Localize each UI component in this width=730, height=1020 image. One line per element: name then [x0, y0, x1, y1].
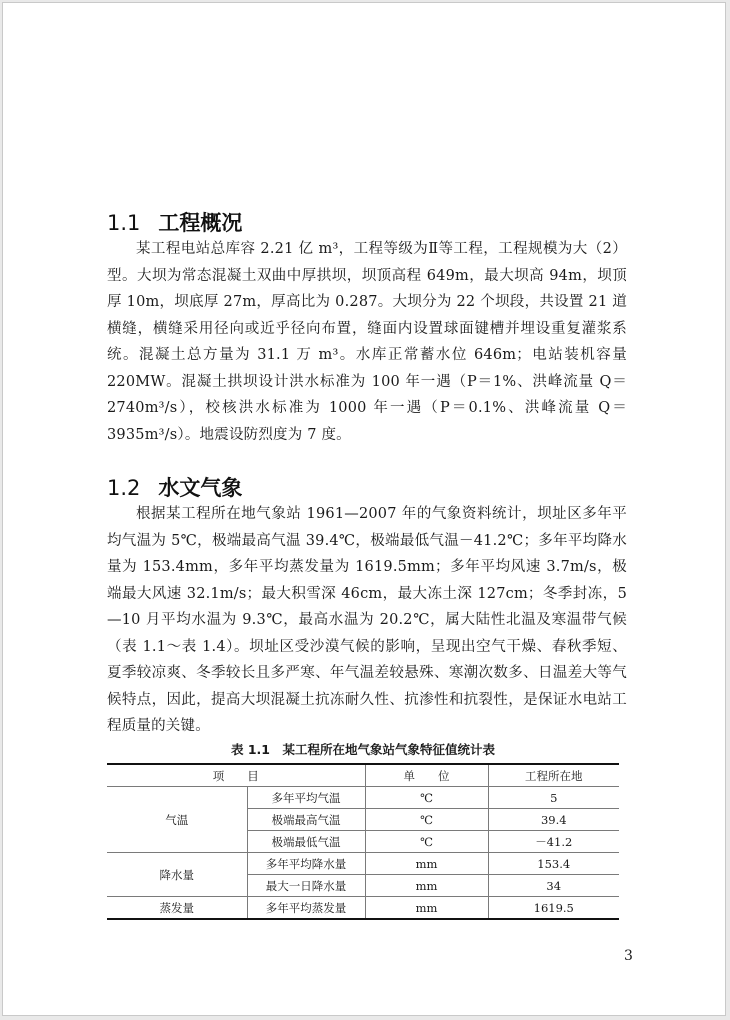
row-item: 极端最高气温: [247, 809, 365, 831]
climate-statistics-table: [107, 763, 619, 920]
row-unit: mm: [365, 853, 488, 875]
row-unit: mm: [365, 897, 488, 920]
section-number: 1.1: [107, 211, 141, 235]
row-item: 多年平均蒸发量: [247, 897, 365, 920]
row-item: 最大一日降水量: [247, 875, 365, 897]
section-number: 1.2: [107, 476, 141, 500]
group-temperature: 气温: [107, 787, 247, 853]
paragraph-text: 某工程电站总库容 2.21 亿 m³，工程等级为Ⅱ等工程，工程规模为大（2）型。大坝为常态混凝土双曲中厚拱坝，坝顶高程 649m，最大坝高 94m，坝顶厚 10m，坝底厚 27m，厚高比为 0.287。大坝分为 22 个坝段，共设置 21 道横缝，横缝采用径向或近乎径向布置，缝面内设置球面键槽并埋设重复灌浆系统。混凝土总方量为 31.1 万 m³。水库正常蓄水位 646m；电站装机容量 220MW。混凝土拱坝设计洪水标准为 100 年一遇（P＝1%、洪峰流量 Q＝2740m³/s），校核洪水标准为 1000 年一遇（P＝0.1%、洪峰流量 Q＝3935m³/s）。地震设防烈度为 7 度。: [107, 241, 627, 443]
row-unit: mm: [365, 875, 488, 897]
paragraph-text: 根据某工程所在地气象站 1961—2007 年的气象资料统计，坝址区多年平均气温为 5℃，极端最高气温 39.4℃，极端最低气温－41.2℃；多年平均降水量为 153.4mm，多年平均蒸发量为 1619.5mm；多年平均风速 3.7m/s，极端最大风速 32.1m/s；最大积雪深 46cm，最大冻土深 127cm；冬季封冻，5—10 月平均水温为 9.3℃，最高水温为 20.2℃，属大陆性北温及寒温带气候（表 1.1～表 1.4）。坝址区受沙漠气候的影响，呈现出空气干燥、春秋季短、夏季较凉爽、冬季较长且多严寒、年气温差较悬殊、寒潮次数多、日温差大等气候特点，因此，提高大坝混凝土抗冻耐久性、抗渗性和抗裂性，是保证水电站工程质量的关键。: [107, 506, 627, 734]
table-row: [107, 853, 619, 875]
table-row: [107, 897, 619, 920]
row-item: 极端最低气温: [247, 831, 365, 853]
group-evaporation: 蒸发量: [107, 897, 247, 920]
section-heading-1-2: [107, 472, 242, 502]
table-header-row: [107, 764, 619, 787]
document-page: [2, 2, 726, 1016]
row-unit: ℃: [365, 809, 488, 831]
row-value: －41.2: [488, 831, 619, 853]
row-value: 1619.5: [488, 897, 619, 920]
section-paragraph-hydrology: [107, 501, 627, 740]
header-value: 工程所在地: [488, 764, 619, 787]
page-number: 3: [624, 948, 633, 964]
section-heading-1-1: [107, 207, 242, 237]
table-caption: 表 1.1 某工程所在地气象站气象特征值统计表: [231, 742, 495, 757]
section-title: 工程概况: [158, 211, 243, 235]
row-item: 多年平均降水量: [247, 853, 365, 875]
row-unit: ℃: [365, 831, 488, 853]
row-item: 多年平均气温: [247, 787, 365, 809]
group-precipitation: 降水量: [107, 853, 247, 897]
section-paragraph-overview: [107, 236, 627, 448]
header-unit: 单 位: [365, 764, 488, 787]
row-value: 153.4: [488, 853, 619, 875]
row-value: 5: [488, 787, 619, 809]
row-value: 34: [488, 875, 619, 897]
row-value: 39.4: [488, 809, 619, 831]
header-item: 项 目: [107, 764, 365, 787]
table-row: [107, 787, 619, 809]
section-title: 水文气象: [158, 476, 243, 500]
row-unit: ℃: [365, 787, 488, 809]
